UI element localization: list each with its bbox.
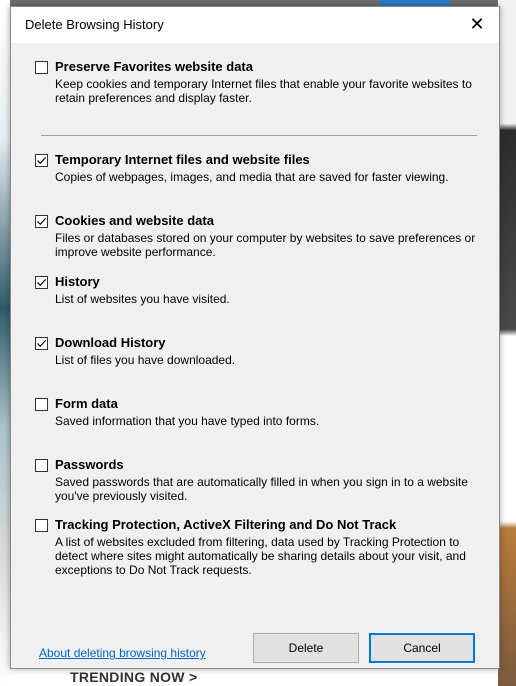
option-description: Saved information that you have typed into forms. <box>55 414 320 428</box>
separator <box>41 135 477 136</box>
checkmark-icon <box>36 216 47 227</box>
tracking-protection-checkbox[interactable] <box>35 519 48 532</box>
option-title: Temporary Internet files and website files <box>55 152 310 167</box>
history-checkbox[interactable] <box>35 276 48 289</box>
checkmark-icon <box>36 277 47 288</box>
option-title: Tracking Protection, ActiveX Filtering and Do Not Track <box>55 517 397 532</box>
option-description: List of websites you have visited. <box>55 292 230 306</box>
option-description: Saved passwords that are automatically filled in when you sign in to a website you've previously visited. <box>55 475 468 503</box>
option-title: Form data <box>55 396 118 411</box>
option-description: List of files you have downloaded. <box>55 353 236 367</box>
trending-now-link[interactable]: TRENDING NOW > <box>70 669 198 685</box>
checkmark-icon <box>36 338 47 349</box>
option-title: Download History <box>55 335 166 350</box>
option-description: Copies of webpages, images, and media that are saved for faster viewing. <box>55 170 449 184</box>
option-description: Keep cookies and temporary Internet files that enable your favorite websites to retain preferences and display faster. <box>55 77 472 105</box>
cancel-button[interactable]: Cancel <box>369 633 475 663</box>
cookies-checkbox[interactable] <box>35 215 48 228</box>
download-history-checkbox[interactable] <box>35 337 48 350</box>
preserve-favorites-checkbox[interactable] <box>35 61 48 74</box>
about-deleting-history-link[interactable]: About deleting browsing history <box>39 646 206 660</box>
option-description: Files or databases stored on your computer by websites to save preferences or improve website performance. <box>55 231 476 259</box>
dialog-title: Delete Browsing History <box>25 17 164 32</box>
option-title: Passwords <box>55 457 124 472</box>
checkmark-icon <box>36 155 47 166</box>
close-icon[interactable]: ✕ <box>469 13 485 35</box>
dialog-content <box>11 43 499 668</box>
option-title: Cookies and website data <box>55 213 214 228</box>
dialog-titlebar[interactable] <box>11 7 499 43</box>
form-data-checkbox[interactable] <box>35 398 48 411</box>
passwords-checkbox[interactable] <box>35 459 48 472</box>
option-title: History <box>55 274 100 289</box>
temporary-internet-files-checkbox[interactable] <box>35 154 48 167</box>
option-title: Preserve Favorites website data <box>55 59 253 74</box>
background-window-right <box>498 0 516 686</box>
background-window-left <box>0 0 10 686</box>
delete-button[interactable]: Delete <box>253 633 359 663</box>
option-description: A list of websites excluded from filtering, data used by Tracking Protection to detect where sites might automatically be sharing details about your visit, and exceptions to Do Not Track requests. <box>55 535 466 577</box>
delete-browsing-history-dialog <box>10 6 500 669</box>
